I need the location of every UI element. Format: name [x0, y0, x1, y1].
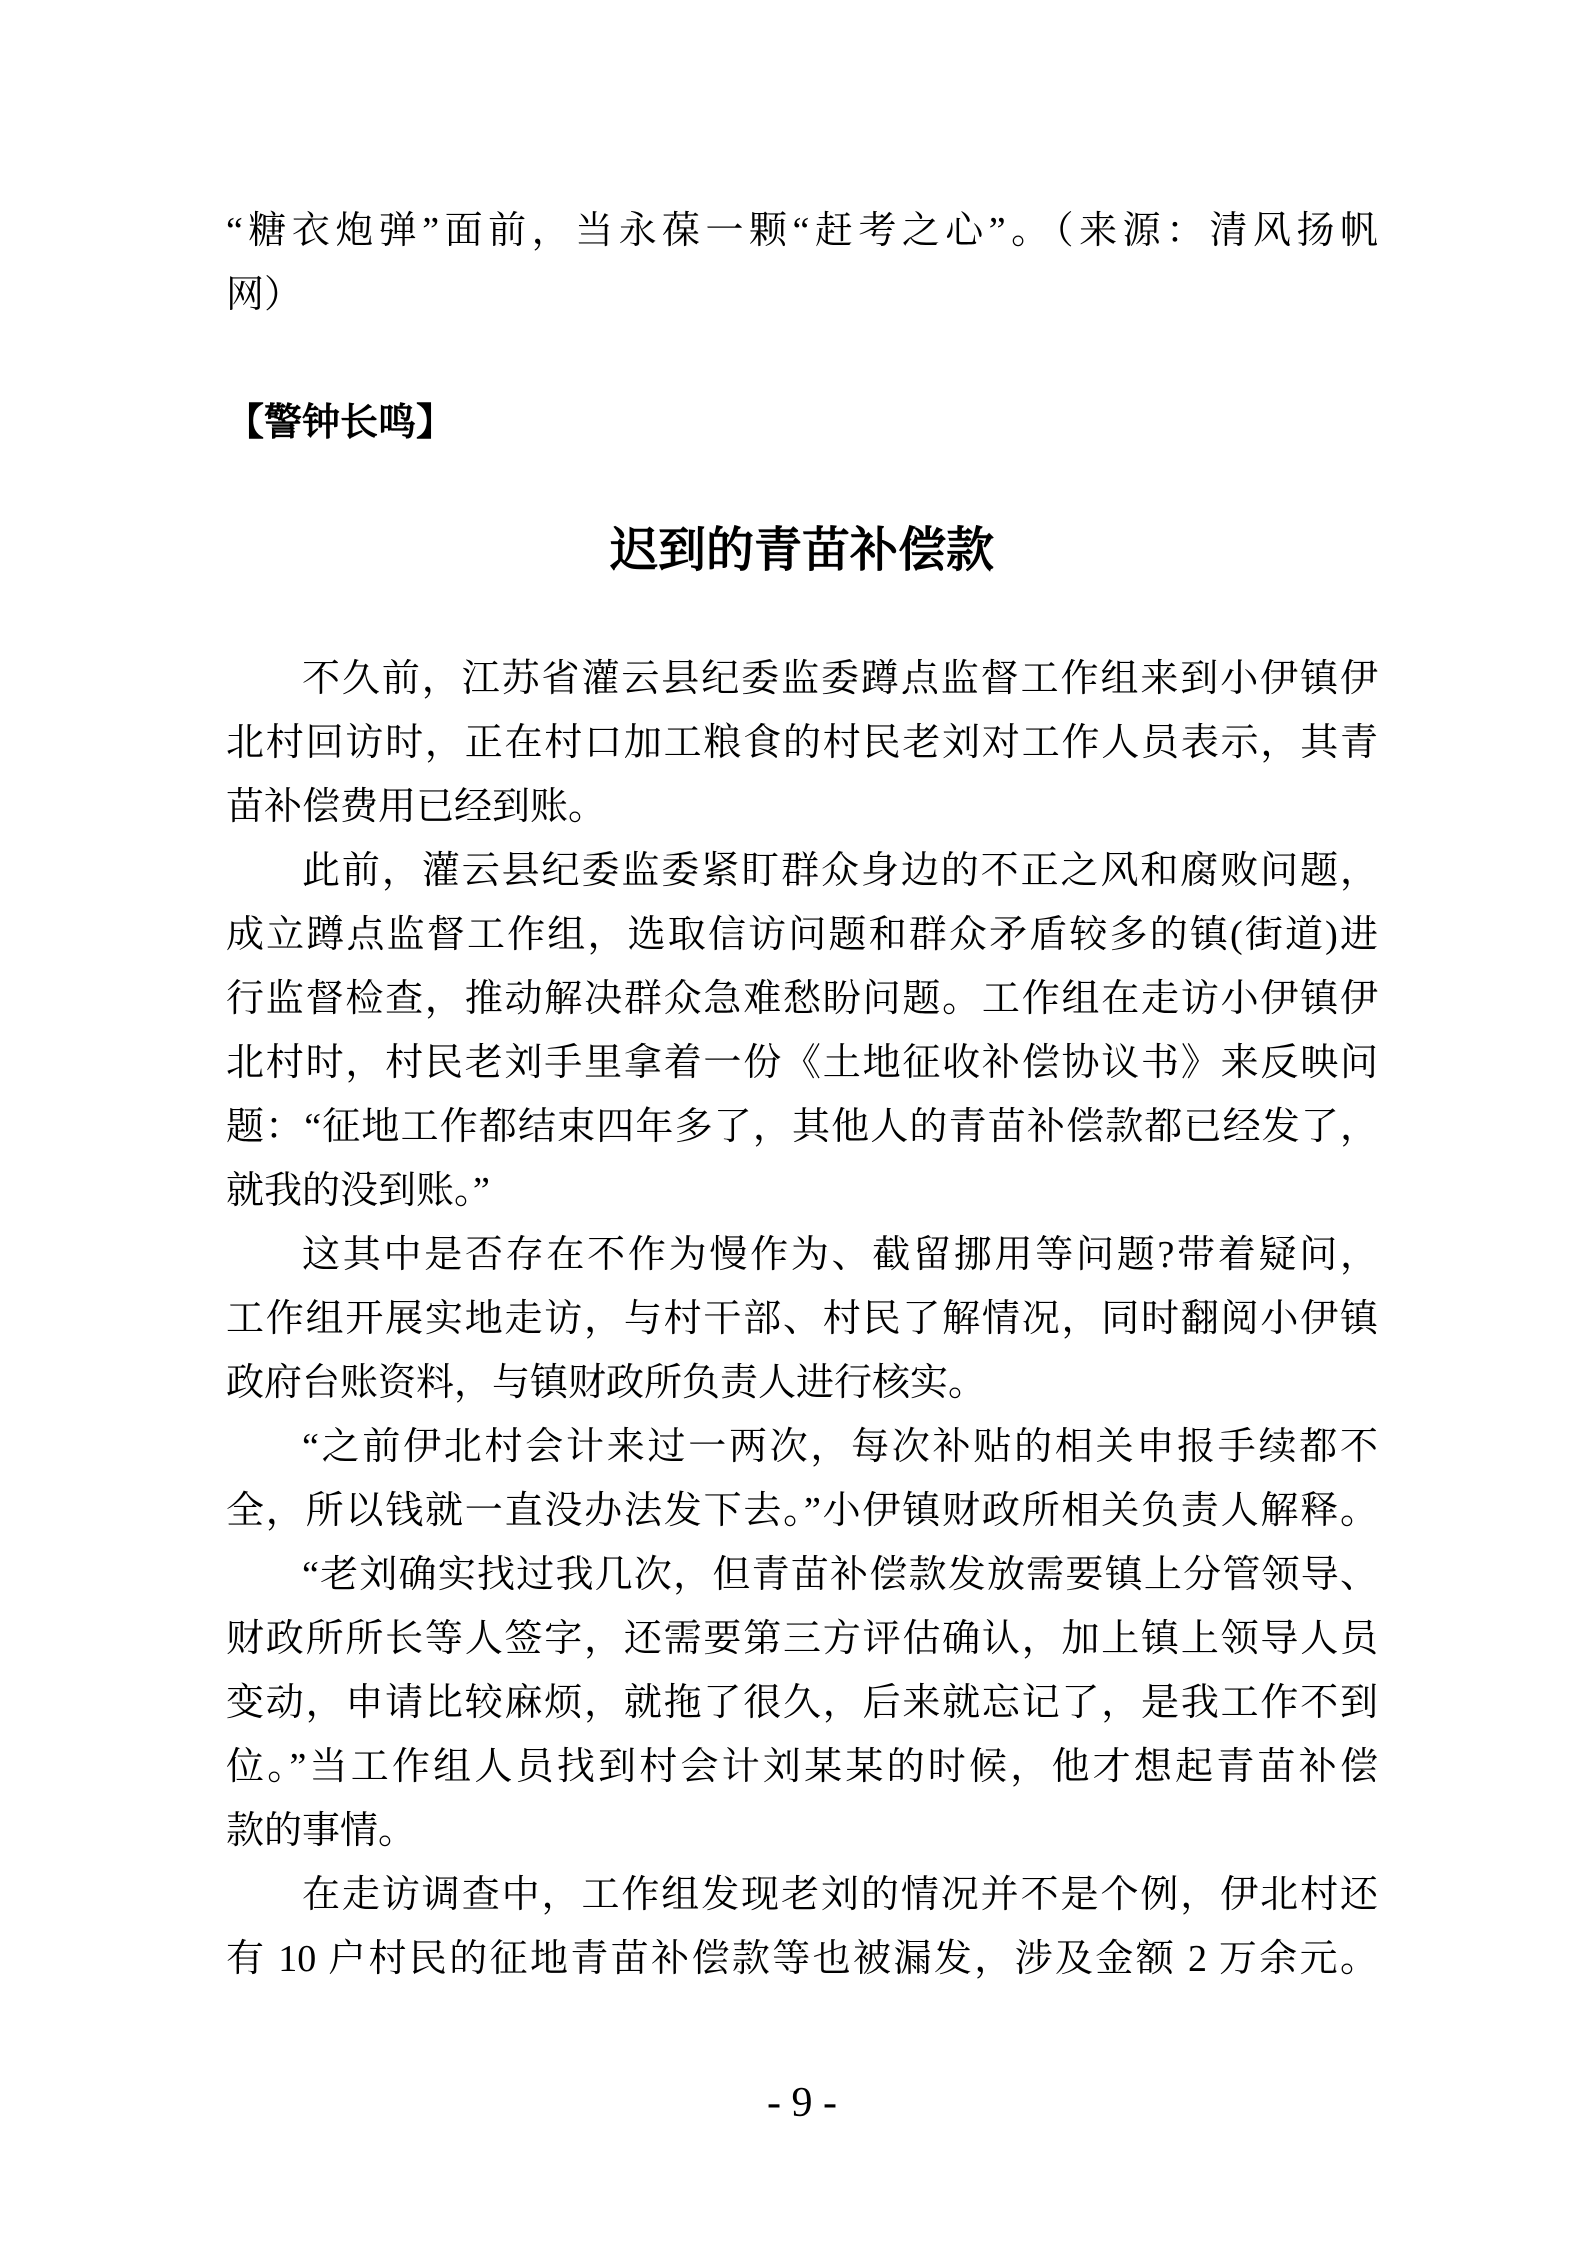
- article-title: 迟到的青苗补偿款: [609, 524, 994, 577]
- blank-line: [226, 583, 1378, 647]
- text-line: “老刘确实找过我几次，但青苗补偿款发放需要镇上分管领导、: [302, 1554, 1378, 1596]
- text-line: “糖衣炮弹”面前，当永葆一颗“赶考之心”。（来源：清风扬帆: [226, 210, 1378, 252]
- page-number: - 9 -: [767, 2080, 837, 2126]
- text-line: 北村时，村民老刘手里拿着一份《土地征收补偿协议书》来反映问: [226, 1042, 1378, 1084]
- text-line: 苗补偿费用已经到账。: [226, 786, 607, 828]
- text-line: 行监督检查，推动解决群众急难愁盼问题。工作组在走访小伊镇伊: [226, 978, 1378, 1020]
- section-heading: 【警钟长鸣】: [226, 402, 455, 444]
- text-line: 政府台账资料，与镇财政所负责人进行核实。: [226, 1362, 987, 1404]
- text-line: “之前伊北村会计来过一两次，每次补贴的相关申报手续都不: [302, 1426, 1378, 1468]
- text-line: 变动，申请比较麻烦，就拖了很久，后来就忘记了，是我工作不到: [226, 1682, 1378, 1724]
- text-column: [226, 199, 1378, 1991]
- text-line: 有 10 户村民的征地青苗补偿款等也被漏发，涉及金额 2 万余元。: [226, 1938, 1378, 1980]
- text-line: 成立蹲点监督工作组，选取信访问题和群众矛盾较多的镇(街道)进: [226, 914, 1378, 956]
- text-line: 网）: [226, 274, 303, 316]
- text-line: 不久前，江苏省灌云县纪委监委蹲点监督工作组来到小伊镇伊: [302, 658, 1378, 700]
- text-line: 此前，灌云县纪委监委紧盯群众身边的不正之风和腐败问题，: [302, 850, 1378, 892]
- blank-line: [226, 455, 1378, 519]
- text-line: 就我的没到账。”: [226, 1170, 490, 1212]
- text-line: 位。”当工作组人员找到村会计刘某某的时候，他才想起青苗补偿: [226, 1746, 1378, 1788]
- text-line: 北村回访时，正在村口加工粮食的村民老刘对工作人员表示，其青: [226, 722, 1378, 764]
- text-line: 全，所以钱就一直没办法发下去。”小伊镇财政所相关负责人解释。: [226, 1490, 1378, 1532]
- text-line: 在走访调查中，工作组发现老刘的情况并不是个例，伊北村还: [302, 1874, 1378, 1916]
- text-line: 财政所所长等人签字，还需要第三方评估确认，加上镇上领导人员: [226, 1618, 1378, 1660]
- text-line: 工作组开展实地走访，与村干部、村民了解情况，同时翻阅小伊镇: [226, 1298, 1378, 1340]
- text-line: 款的事情。: [226, 1810, 417, 1852]
- blank-line: [226, 327, 1378, 391]
- text-line: 题：“征地工作都结束四年多了，其他人的青苗补偿款都已经发了，: [226, 1106, 1378, 1148]
- text-line: 这其中是否存在不作为慢作为、截留挪用等问题?带着疑问，: [302, 1234, 1378, 1276]
